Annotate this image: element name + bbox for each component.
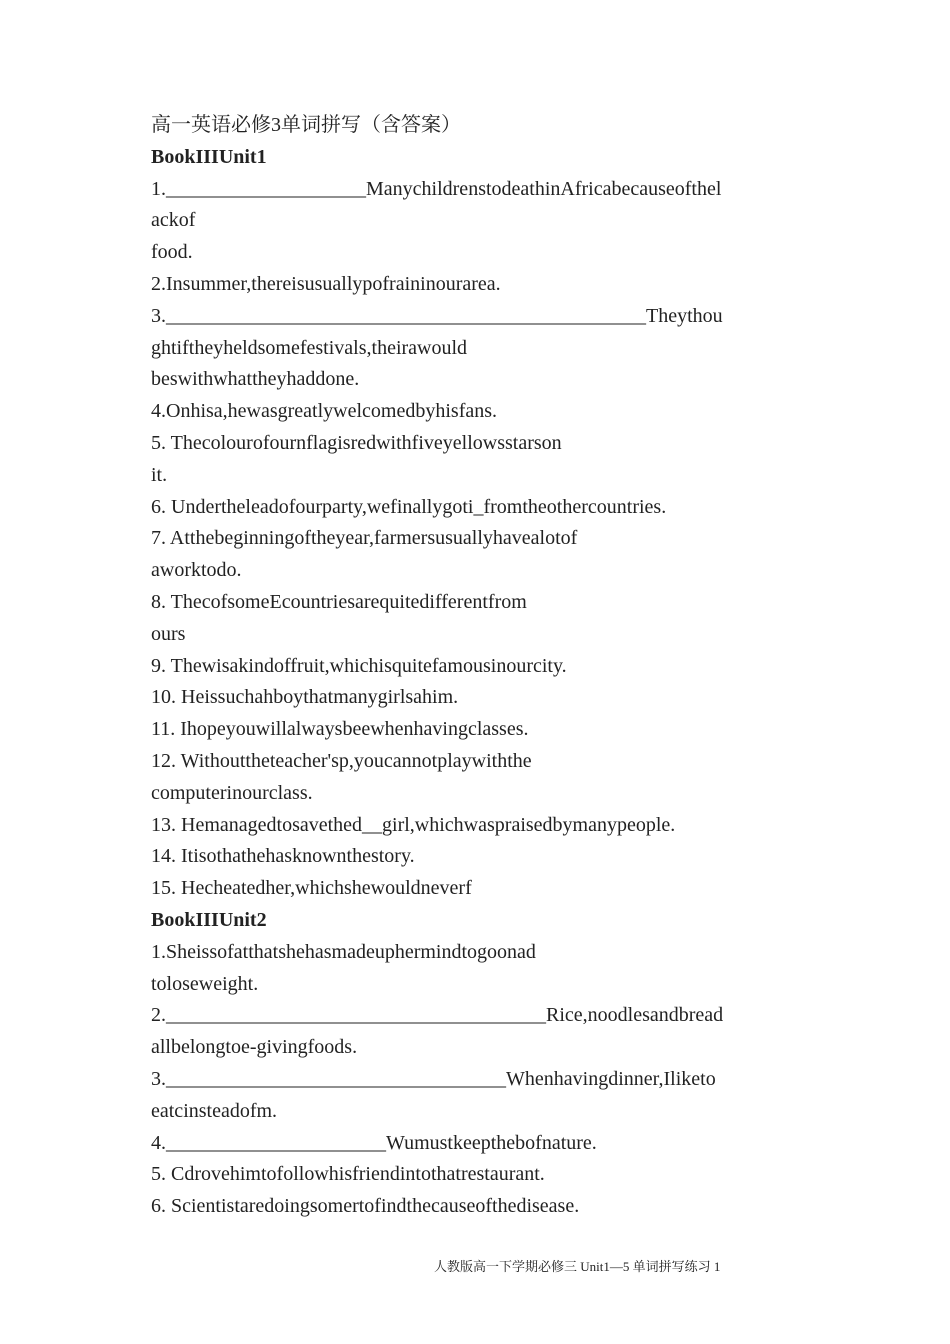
text-line: ackof [151, 209, 196, 232]
text-line: 10. Heissuchahboythatmanygirlsahim. [151, 686, 459, 709]
text-line: 5. Thecolourofournflagisredwithfiveyellowsstarson [151, 431, 562, 454]
text-line: 7. Atthebeginningoftheyear,farmersusuallyhavealotof [151, 527, 578, 550]
section-heading: BookIIIUnit2 [151, 908, 267, 931]
text-line: 4.______________________Wumustkeepthebofnature. [151, 1131, 597, 1154]
text-line: 2.Insummer,thereisusuallypofraininourarea. [151, 272, 501, 295]
text-line: 13. Hemanagedtosavethed__girl,whichwaspraisedbymanypeople. [151, 813, 676, 836]
text-line: it. [151, 463, 168, 486]
text-line: 5. Cdrovehimtofollowhisfriendintothatrestaurant. [151, 1163, 545, 1186]
text-line: 15. Hecheatedher,whichshewouldneverf [151, 877, 472, 900]
text-line: 14. Itisothathehasknownthestory. [151, 845, 415, 868]
document-body [151, 110, 811, 1223]
text-line: eatcinsteadofm. [151, 1099, 278, 1122]
text-line: ghtiftheyheldsomefestivals,theirawould [151, 336, 468, 359]
text-line: 11. Ihopeyouwillalwaysbeewhenhavingclasses. [151, 718, 529, 741]
text-line: 3.__________________________________Whenhavingdinner,Iliketo [151, 1067, 716, 1090]
text-line: 3.________________________________________________Theythou [151, 304, 723, 327]
text-line: 4.Onhisa,hewasgreatlywelcomedbyhisfans. [151, 400, 498, 423]
text-line: beswithwhattheyhaddone. [151, 368, 360, 391]
text-line: 1.____________________ManychildrenstodeathinAfricabecauseofthel [151, 177, 722, 200]
page-footer: 人教版高一下学期必修三 Unit1—5 单词拼写练习 1 [434, 1259, 721, 1274]
text-line: 8. ThecofsomeEcountriesarequitedifferentfrom [151, 590, 527, 613]
text-line: computerinourclass. [151, 781, 313, 804]
text-line: 2.______________________________________Rice,noodlesandbread [151, 1004, 724, 1027]
text-line: 9. Thewisakindoffruit,whichisquitefamousinourcity. [151, 654, 567, 677]
text-line: food. [151, 241, 193, 264]
text-line: 1.Sheissofatthatshehasmadeuphermindtogoonad [151, 940, 536, 963]
text-line: 6. Undertheleadofourparty,wefinallygoti_fromtheothercountries. [151, 495, 667, 518]
document-title: 高一英语必修3单词拼写（含答案） [151, 114, 461, 136]
text-line: aworktodo. [151, 559, 242, 582]
text-line: allbelongtoe-givingfoods. [151, 1036, 358, 1059]
text-line: 12. Withouttheteacher'sp,youcannotplaywiththe [151, 749, 532, 772]
text-line: ours [151, 622, 186, 645]
text-line: toloseweight. [151, 972, 259, 995]
section-heading: BookIIIUnit1 [151, 145, 267, 168]
text-line: 6. Scientistaredoingsomertofindthecauseofthedisease. [151, 1195, 580, 1218]
